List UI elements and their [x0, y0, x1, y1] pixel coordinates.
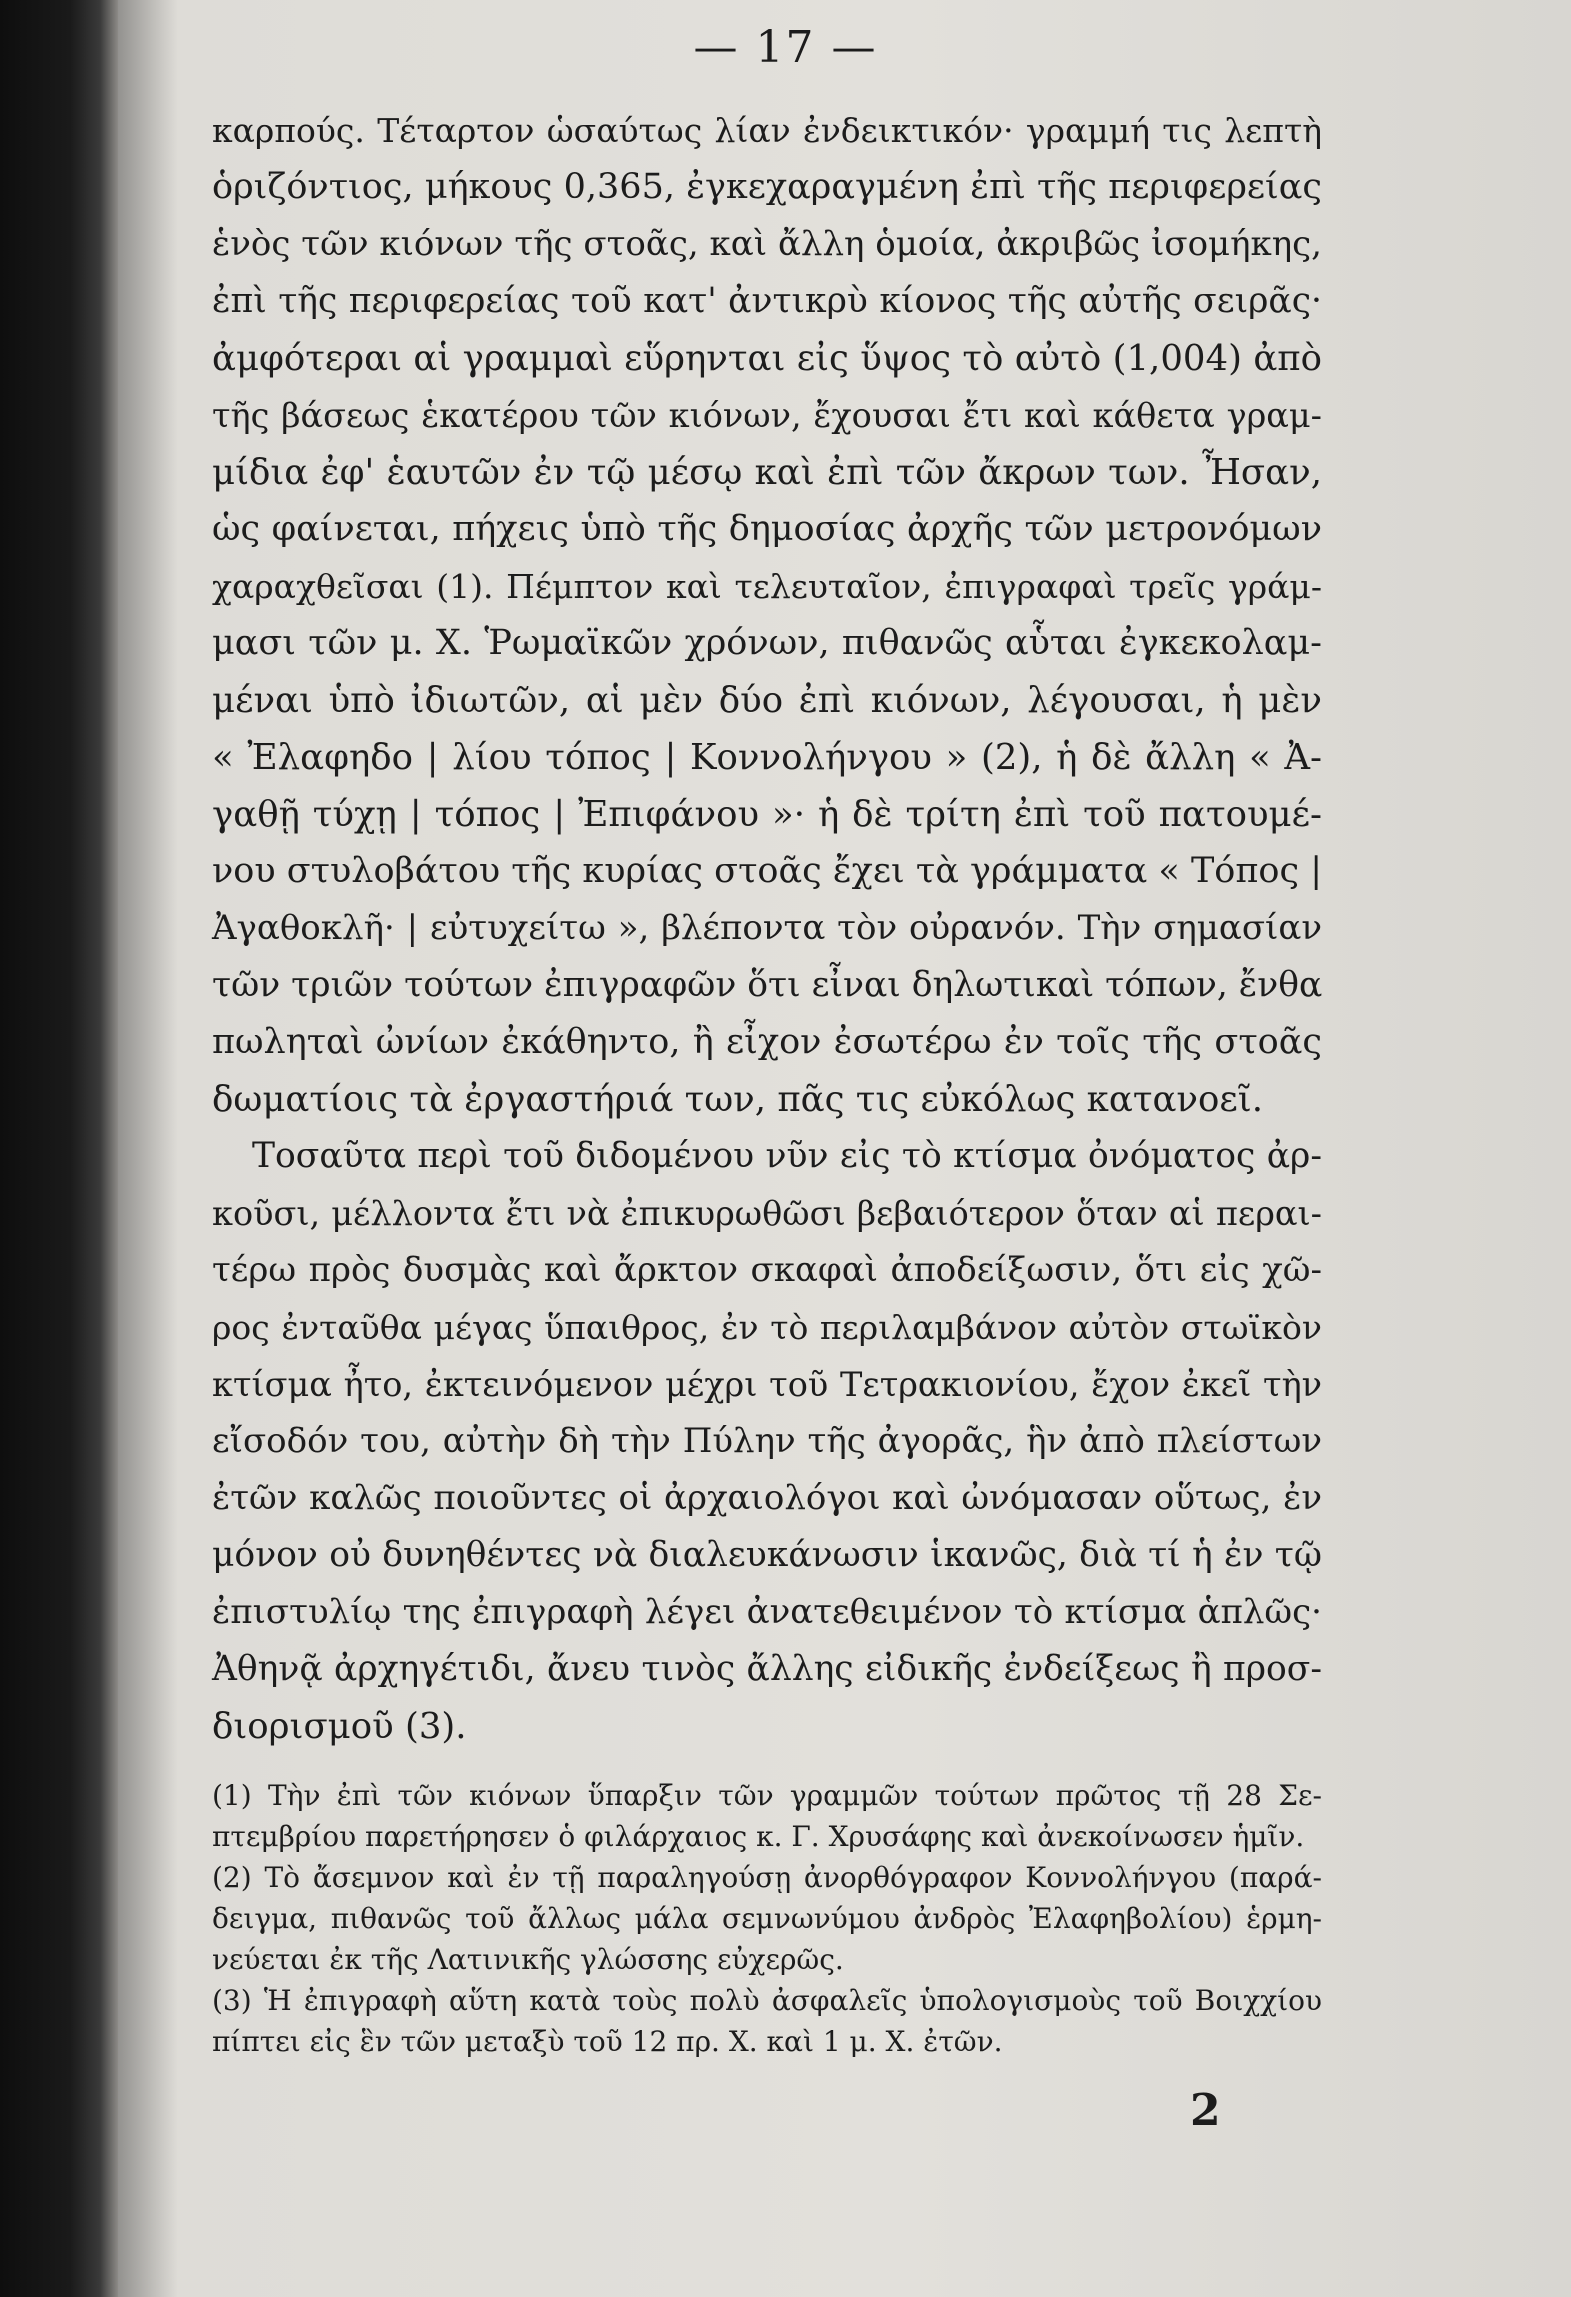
text-line: πωληταὶ ὠνίων ἐκάθηντο, ἢ εἶχον ἐσωτέρω ἐν τοῖς τῆς στοᾶς — [212, 1022, 1322, 1062]
text-line: μέναι ὑπὸ ἰδιωτῶν, αἱ μὲν δύο ἐπὶ κιόνων, λέγουσαι, ἡ μὲν — [212, 680, 1322, 721]
text-line: μίδια ἐφ' ἑαυτῶν ἐν τῷ μέσῳ καὶ ἐπὶ τῶν ἄκρων των. Ἦσαν, — [212, 452, 1322, 493]
text-line: ρος ἐνταῦθα μέγας ὕπαιθρος, ἐν τὸ περιλαμβάνον αὐτὸν στωϊκὸν — [212, 1308, 1322, 1347]
text-line: τῆς βάσεως ἑκατέρου τῶν κιόνων, ἔχουσαι ἔτι καὶ κάθετα γραμ- — [212, 396, 1322, 435]
text-line: ἐπὶ τῆς περιφερείας τοῦ κατ' ἀντικρὺ κίονος τῆς αὐτῆς σειρᾶς· — [212, 281, 1322, 321]
text-line: χαραχθεῖσαι (1). Πέμπτον καὶ τελευταῖον, ἐπιγραφαὶ τρεῖς γράμ- — [212, 567, 1322, 606]
text-line: κοῦσι, μέλλοντα ἔτι νὰ ἐπικυρωθῶσι βεβαιότερον ὅταν αἱ περαι- — [212, 1194, 1322, 1233]
text-line: μασι τῶν μ. Χ. Ῥωμαϊκῶν χρόνων, πιθανῶς αὗται ἐγκεκολαμ- — [212, 623, 1322, 663]
text-line: κτίσμα ἦτο, ἐκτεινόμενον μέχρι τοῦ Τετρακιονίου, ἔχον ἐκεῖ τὴν — [212, 1365, 1322, 1404]
text-line: ἐπιστυλίῳ της ἐπιγραφὴ λέγει ἀνατεθειμένον τὸ κτίσμα ἁπλῶς· — [212, 1592, 1322, 1632]
text-line: « Ἐλαφηδο | λίου τόπος | Κοννολήνγου » (2), ἡ δὲ ἄλλη « Ἀ- — [212, 737, 1322, 778]
text-line: εἴσοδόν του, αὐτὴν δὴ τὴν Πύλην τῆς ἀγορᾶς, ἣν ἀπὸ πλείστων — [212, 1421, 1322, 1461]
text-line: Ἀγαθοκλῆ· | εὐτυχείτω », βλέποντα τὸν οὐρανόν. Τὴν σημασίαν — [212, 908, 1322, 948]
footnote-line: (1) Τὴν ἐπὶ τῶν κιόνων ὕπαρξιν τῶν γραμμῶν τούτων πρῶτος τῇ 28 Σε- — [212, 1779, 1322, 1812]
book-spine-shadow — [0, 0, 118, 2297]
text-line: διορισμοῦ (3). — [212, 1706, 467, 1747]
footnote-line: πτεμβρίου παρετήρησεν ὁ φιλάρχαιος κ. Γ. Χρυσάφης καὶ ἀνεκοίνωσεν ἡμῖν. — [212, 1820, 1305, 1853]
main-text — [212, 102, 1322, 1755]
text-line: τῶν τριῶν τούτων ἐπιγραφῶν ὅτι εἶναι δηλωτικαὶ τόπων, ἔνθα — [212, 965, 1323, 1005]
text-line: ἑνὸς τῶν κιόνων τῆς στοᾶς, καὶ ἄλλη ὁμοία, ἀκριβῶς ἰσομήκης, — [212, 224, 1322, 264]
footnote-line: πίπτει εἰς ἓν τῶν μεταξὺ τοῦ 12 πρ. Χ. καὶ 1 μ. Χ. ἐτῶν. — [212, 2025, 1003, 2058]
footnote-line: (3) Ἡ ἐπιγραφὴ αὕτη κατὰ τοὺς πολὺ ἀσφαλεῖς ὑπολογισμοὺς τοῦ Βοιχχίου — [212, 1984, 1322, 2017]
text-line: ἀμφότεραι αἱ γραμμαὶ εὕρηνται εἰς ὕψος τὸ αὐτὸ (1,004) ἀπὸ — [212, 338, 1322, 379]
text-line: μόνον οὐ δυνηθέντες νὰ διαλευκάνωσιν ἱκανῶς, διὰ τί ἡ ἐν τῷ — [212, 1535, 1322, 1575]
text-line: ἐτῶν καλῶς ποιοῦντες οἱ ἀρχαιολόγοι καὶ ὠνόμασαν οὕτως, ἐν — [212, 1478, 1322, 1518]
page-number: — 17 — — [693, 22, 878, 73]
text-line: Ἀθηνᾷ ἀρχηγέτιδι, ἄνευ τινὸς ἄλλης εἰδικῆς ἐνδείξεως ἢ προσ- — [212, 1649, 1322, 1689]
text-line: δωματίοις τὰ ἐργαστήριά των, πᾶς τις εὐκόλως κατανοεῖ. — [212, 1079, 1263, 1120]
signature-mark: 2 — [1190, 2085, 1221, 2136]
gutter-shade — [118, 0, 178, 2297]
text-line: καρπούς. Τέταρτον ὡσαύτως λίαν ἐνδεικτικόν· γραμμή τις λεπτὴ — [212, 111, 1322, 150]
text-line: ὁριζόντιος, μήκους 0,365, ἐγκεχαραγμένη ἐπὶ τῆς περιφερείας — [212, 167, 1322, 207]
text-line: γαθῇ τύχῃ | τόπος | Ἐπιφάνου »· ἡ δὲ τρίτη ἐπὶ τοῦ πατουμέ- — [212, 794, 1322, 835]
footnote-line: νεύεται ἐκ τῆς Λατινικῆς γλώσσης εὐχερῶς. — [212, 1943, 844, 1976]
footnotes — [212, 1775, 1322, 2062]
text-line: νου στυλοβάτου τῆς κυρίας στοᾶς ἔχει τὰ γράμματα « Τόπος | — [212, 851, 1322, 891]
text-line: ὡς φαίνεται, πήχεις ὑπὸ τῆς δημοσίας ἀρχῆς τῶν μετρονόμων — [212, 509, 1322, 549]
text-line: Τοσαῦτα περὶ τοῦ διδομένου νῦν εἰς τὸ κτίσμα ὀνόματος ἀρ- — [252, 1136, 1322, 1176]
footnote-line: (2) Τὸ ἄσεμνον καὶ ἐν τῇ παραληγούσῃ ἀνορθόγραφον Κοννολήνγου (παρά- — [212, 1861, 1322, 1894]
footnote-line: δειγμα, πιθανῶς τοῦ ἄλλως μάλα σεμνωνύμου ἀνδρὸς Ἐλαφηβολίου) ἑρμη- — [212, 1902, 1322, 1935]
text-line: τέρω πρὸς δυσμὰς καὶ ἄρκτον σκαφαὶ ἀποδείξωσιν, ὅτι εἰς χῶ- — [212, 1250, 1322, 1290]
